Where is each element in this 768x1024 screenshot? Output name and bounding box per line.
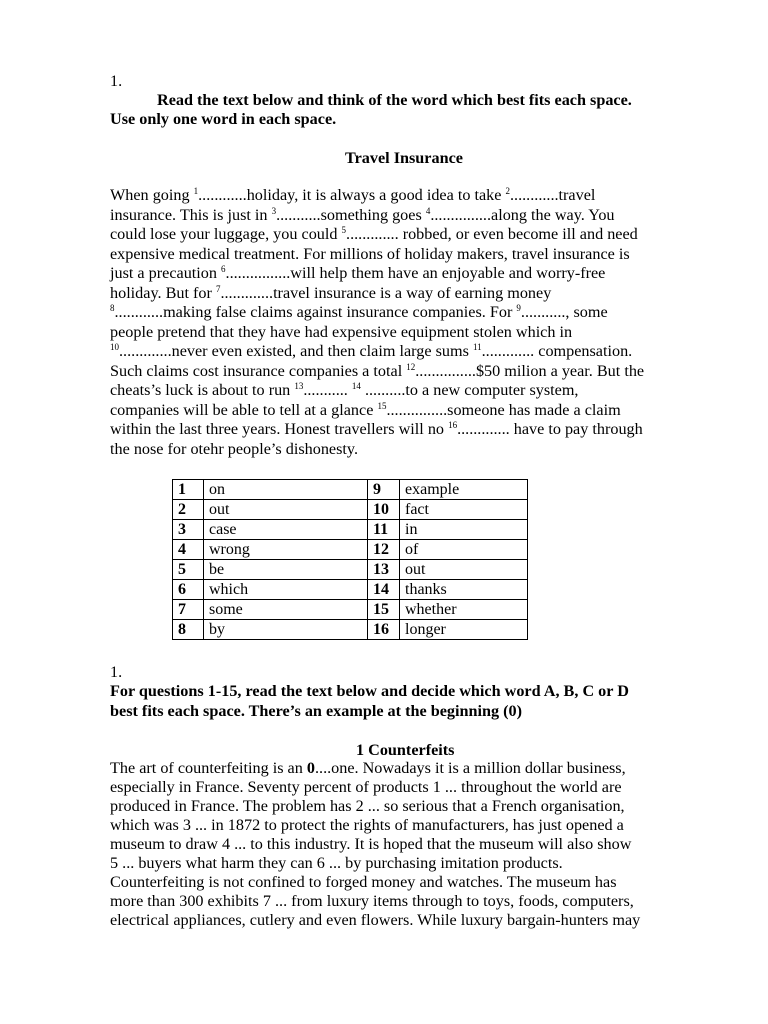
text-line: Counterfeiting is not confined to forged money and watches. The museum has bbox=[110, 873, 617, 891]
section2-instruction-line1: For questions 1-15, read the text below and decide which word A, B, C or D bbox=[110, 682, 629, 700]
answer-number: 11 bbox=[368, 520, 400, 540]
gap-number: 15 bbox=[377, 400, 387, 411]
text-line: more than 300 exhibits 7 ... from luxury items through to toys, foods, computers, bbox=[110, 892, 634, 910]
answer-number: 2 bbox=[173, 500, 204, 520]
answer-row bbox=[173, 500, 528, 520]
example-marker: 0 bbox=[306, 759, 315, 777]
text-line: just a precaution $^6$................will help them have an enjoyable and worry-free bbox=[110, 264, 606, 282]
text-line: could lose your luggage, you could $^5$............. robbed, or even become ill and need bbox=[110, 225, 638, 243]
answer-word: some bbox=[204, 600, 368, 620]
answer-number: 1 bbox=[173, 480, 204, 500]
counterfeits-text bbox=[110, 759, 730, 930]
answer-word: wrong bbox=[204, 540, 368, 560]
answer-word: out bbox=[400, 560, 528, 580]
section2-title: 1 Counterfeits bbox=[356, 741, 455, 759]
text-line: The art of counterfeiting is an 0....one. Nowadays it is a million dollar business, bbox=[110, 759, 626, 777]
answer-key-table bbox=[172, 479, 528, 640]
answer-number: 4 bbox=[173, 540, 204, 560]
answer-number: 6 bbox=[173, 580, 204, 600]
answer-number: 5 bbox=[173, 560, 204, 580]
answer-word: out bbox=[204, 500, 368, 520]
gap-number: 4 bbox=[425, 205, 431, 216]
gap-number: 2 bbox=[505, 186, 510, 196]
gap-number: 12 bbox=[406, 361, 416, 372]
answer-word: thanks bbox=[400, 580, 528, 600]
travel-insurance-text bbox=[110, 186, 730, 459]
gap-number: 9 bbox=[516, 303, 521, 313]
answer-row bbox=[173, 520, 528, 540]
text-line: When going $^1$............holiday, it is always a good idea to take $^2$............travel bbox=[110, 186, 596, 204]
section2-number: 1. bbox=[110, 663, 123, 681]
text-line: $^8$............making false claims against insurance companies. For $^9$..........., some bbox=[110, 303, 608, 321]
text-line: produced in France. The problem has 2 ... so serious that a French organisation, bbox=[110, 797, 625, 815]
gap-number: 11 bbox=[472, 342, 482, 352]
text-line: Such claims cost insurance companies a total $^{12}$...............$50 milion a year. But the bbox=[110, 361, 645, 380]
answer-word: which bbox=[204, 580, 368, 600]
text-line: which was 3 ... in 1872 to protect the rights of manufacturers, has just opened a bbox=[110, 816, 624, 834]
text-line: museum to draw 4 ... to this industry. It is hoped that the museum will also show bbox=[110, 835, 632, 853]
section1-number: 1. bbox=[110, 72, 123, 90]
answer-word: case bbox=[204, 520, 368, 540]
answer-row bbox=[173, 580, 528, 600]
answer-number: 8 bbox=[173, 620, 204, 640]
text-line: expensive medical treatment. For millions of holiday makers, travel insurance is bbox=[110, 244, 630, 263]
answer-word: on bbox=[204, 480, 368, 500]
answer-row bbox=[173, 600, 528, 620]
answer-row bbox=[173, 540, 528, 560]
gap-number: 8 bbox=[110, 303, 115, 313]
section1-instruction-line2: Use only one word in each space. bbox=[110, 110, 337, 128]
text-line: the nose for otehr people’s dishonesty. bbox=[110, 439, 359, 458]
answer-number: 13 bbox=[368, 560, 400, 580]
text-line: cheats’s luck is about to run $^{13}$........... $^{14}$ ..........to a new computer system, bbox=[110, 381, 579, 399]
section1-title: Travel Insurance bbox=[345, 149, 463, 167]
answer-word: example bbox=[400, 480, 528, 500]
answer-number: 15 bbox=[368, 600, 400, 620]
text-line: within the last three years. Honest travellers will no $^{16}$............. have to pay through bbox=[110, 420, 643, 438]
text-line: electrical appliances, cutlery and even flowers. While luxury bargain-hunters may bbox=[110, 911, 641, 929]
section2-instruction-line2: best fits each space. There’s an example at the beginning (0) bbox=[110, 702, 523, 720]
text-line: holiday. But for $^7$.............travel insurance is a way of earning money bbox=[110, 283, 552, 302]
gap-number: 6 bbox=[221, 264, 226, 274]
text-line: $^{10}$.............never even existed, and then claim large sums $^{11}$............. compensation. bbox=[110, 342, 633, 360]
answer-word: whether bbox=[400, 600, 528, 620]
answer-word: fact bbox=[400, 500, 528, 520]
text-line: companies will be able to tell at a glance $^{15}$...............someone has made a claim bbox=[110, 400, 621, 419]
answer-number: 7 bbox=[173, 600, 204, 620]
answer-word: longer bbox=[400, 620, 528, 640]
answer-word: in bbox=[400, 520, 528, 540]
answer-number: 12 bbox=[368, 540, 400, 560]
answer-row bbox=[173, 620, 528, 640]
answer-row bbox=[173, 480, 528, 500]
answer-word: by bbox=[204, 620, 368, 640]
gap-number: 16 bbox=[448, 420, 458, 430]
gap-number: 14 bbox=[351, 381, 361, 391]
answer-number: 14 bbox=[368, 580, 400, 600]
section1-instruction-line1: Read the text below and think of the word which best fits each space. bbox=[157, 91, 632, 109]
answer-number: 3 bbox=[173, 520, 204, 540]
gap-number: 10 bbox=[110, 342, 119, 352]
text-line: 5 ... buyers what harm they can 6 ... by purchasing imitation products. bbox=[110, 854, 563, 872]
answer-word: of bbox=[400, 540, 528, 560]
gap-number: 5 bbox=[341, 225, 347, 235]
answer-number: 9 bbox=[368, 480, 400, 500]
answer-number: 10 bbox=[368, 500, 400, 520]
text-line: people pretend that they have had expensive equipment stolen which in bbox=[110, 322, 573, 341]
gap-number: 3 bbox=[271, 205, 277, 216]
gap-number: 1 bbox=[193, 186, 199, 196]
gap-number: 7 bbox=[215, 283, 221, 294]
gap-number: 13 bbox=[294, 381, 304, 391]
answer-word: be bbox=[204, 560, 368, 580]
answer-row bbox=[173, 560, 528, 580]
text-line: insurance. This is just in $^3$...........something goes $^4$...............along the way. You bbox=[110, 205, 615, 224]
text-line: especially in France. Seventy percent of products 1 ... throughout the world are bbox=[110, 778, 622, 796]
answer-number: 16 bbox=[368, 620, 400, 640]
